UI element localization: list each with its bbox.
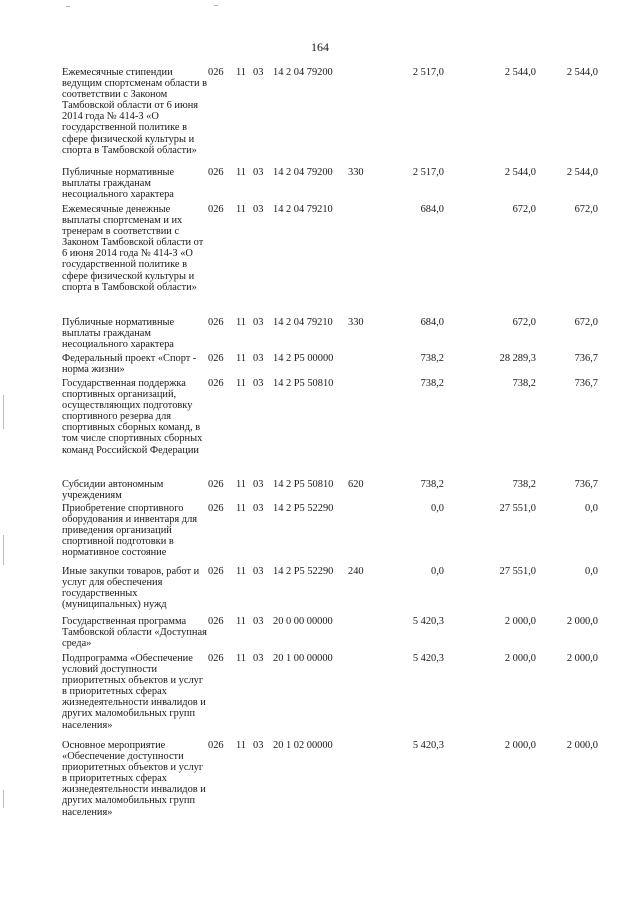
row-name: Ежемесячные стипендии ведущим спортсменам области в соответствии с Законом Тамбовской области от 6 июня 2014 года № 414-З «О государственной политике в сфере физической культуры и спорта в Тамбовской области» [62, 67, 208, 156]
row-rz: 11 [236, 566, 247, 577]
row-amount-1: 738,2 [420, 479, 444, 490]
row-pr: 03 [253, 317, 264, 328]
row-name: Иные закупки товаров, работ и услуг для обеспечения государственных (муниципальных) нужд [62, 566, 200, 611]
row-vr: 330 [348, 317, 364, 328]
row-name: Ежемесячные денежные выплаты спортсменам и их тренерам в соответствии с Законом Тамбовской области от 6 июня 2014 года № 414-З «О государственной политике в сфере физической культуры и спорта в Тамбовской области» [62, 204, 204, 293]
row-ved: 026 [208, 204, 224, 215]
row-csr: 20 1 02 00000 [273, 740, 333, 751]
row-rz: 11 [236, 353, 247, 364]
row-amount-3: 672,0 [574, 204, 598, 215]
scan-artifact [66, 6, 70, 7]
row-amount-2: 2 000,0 [504, 653, 536, 664]
row-amount-3: 0,0 [585, 503, 598, 514]
row-amount-3: 2 000,0 [566, 740, 598, 751]
row-amount-2: 2 000,0 [504, 616, 536, 627]
row-vr: 240 [348, 566, 364, 577]
row-vr: 620 [348, 479, 364, 490]
row-amount-3: 2 000,0 [566, 653, 598, 664]
row-csr: 14 2 04 79210 [273, 317, 333, 328]
row-ved: 026 [208, 653, 224, 664]
row-pr: 03 [253, 67, 264, 78]
row-rz: 11 [236, 317, 247, 328]
row-rz: 11 [236, 503, 247, 514]
row-pr: 03 [253, 653, 264, 664]
row-amount-3: 0,0 [585, 566, 598, 577]
row-ved: 026 [208, 566, 224, 577]
row-rz: 11 [236, 167, 247, 178]
row-amount-1: 5 420,3 [412, 740, 444, 751]
row-name: Государственная поддержка спортивных организаций, осуществляющих подготовку спортивного резерва для спортивных сборных команд, в том числе спортивных сборных команд Российской Федерации [62, 378, 203, 456]
row-pr: 03 [253, 353, 264, 364]
row-amount-2: 2 544,0 [504, 67, 536, 78]
scan-artifact [3, 395, 4, 429]
row-csr: 14 2 P5 52290 [273, 566, 334, 577]
row-amount-2: 672,0 [512, 204, 536, 215]
row-amount-1: 738,2 [420, 353, 444, 364]
row-name: Приобретение спортивного оборудования и инвентаря для приведения организаций спортивной подготовки в нормативное состояние [62, 503, 198, 559]
row-pr: 03 [253, 616, 264, 627]
row-csr: 14 2 04 79210 [273, 204, 333, 215]
row-ved: 026 [208, 353, 224, 364]
row-amount-2: 672,0 [512, 317, 536, 328]
row-amount-3: 736,7 [574, 479, 598, 490]
row-amount-1: 2 517,0 [412, 167, 444, 178]
row-rz: 11 [236, 479, 247, 490]
scan-artifact [3, 535, 4, 565]
row-amount-3: 2 000,0 [566, 616, 598, 627]
row-name: Субсидии автономным учреждениям [62, 479, 164, 502]
row-name: Публичные нормативные выплаты гражданам несоциального характера [62, 167, 175, 201]
row-amount-3: 736,7 [574, 378, 598, 389]
row-ved: 026 [208, 479, 224, 490]
row-pr: 03 [253, 479, 264, 490]
row-name: Публичные нормативные выплаты гражданам несоциального характера [62, 317, 175, 351]
row-amount-1: 5 420,3 [412, 653, 444, 664]
row-pr: 03 [253, 167, 264, 178]
row-amount-1: 684,0 [420, 204, 444, 215]
row-amount-2: 2 000,0 [504, 740, 536, 751]
row-amount-1: 738,2 [420, 378, 444, 389]
row-amount-1: 0,0 [431, 566, 444, 577]
row-ved: 026 [208, 67, 224, 78]
row-pr: 03 [253, 378, 264, 389]
row-amount-1: 2 517,0 [412, 67, 444, 78]
row-csr: 20 1 00 00000 [273, 653, 333, 664]
row-pr: 03 [253, 503, 264, 514]
row-rz: 11 [236, 378, 247, 389]
row-ved: 026 [208, 317, 224, 328]
row-rz: 11 [236, 653, 247, 664]
row-name: Государственная программа Тамбовской области «Доступная среда» [62, 616, 207, 650]
row-amount-3: 672,0 [574, 317, 598, 328]
row-name: Федеральный проект «Спорт - норма жизни» [62, 353, 197, 376]
row-rz: 11 [236, 204, 247, 215]
page-number: 164 [311, 40, 329, 54]
row-pr: 03 [253, 740, 264, 751]
row-ved: 026 [208, 167, 224, 178]
row-csr: 20 0 00 00000 [273, 616, 333, 627]
row-amount-2: 27 551,0 [499, 503, 536, 514]
row-amount-2: 738,2 [512, 378, 536, 389]
row-csr: 14 2 P5 50810 [273, 479, 334, 490]
row-amount-1: 5 420,3 [412, 616, 444, 627]
row-amount-2: 28 289,3 [499, 353, 536, 364]
row-amount-2: 738,2 [512, 479, 536, 490]
row-ved: 026 [208, 503, 224, 514]
row-vr: 330 [348, 167, 364, 178]
row-csr: 14 2 P5 52290 [273, 503, 334, 514]
row-rz: 11 [236, 616, 247, 627]
row-ved: 026 [208, 740, 224, 751]
row-amount-1: 0,0 [431, 503, 444, 514]
scan-artifact [214, 5, 218, 6]
row-ved: 026 [208, 378, 224, 389]
row-csr: 14 2 04 79200 [273, 167, 333, 178]
row-csr: 14 2 P5 50810 [273, 378, 334, 389]
row-amount-2: 27 551,0 [499, 566, 536, 577]
row-amount-2: 2 544,0 [504, 167, 536, 178]
row-pr: 03 [253, 566, 264, 577]
row-rz: 11 [236, 740, 247, 751]
row-csr: 14 2 04 79200 [273, 67, 333, 78]
row-name: Подпрограмма «Обеспечение условий доступности приоритетных объектов и услуг в приоритетных сферах жизнедеятельности инвалидов и других маломобильных групп населения» [62, 653, 206, 731]
row-name: Основное мероприятие «Обеспечение доступности приоритетных объектов и услуг в приоритетных сферах жизнедеятельности инвалидов и других маломобильных групп населения» [62, 740, 206, 818]
row-ved: 026 [208, 616, 224, 627]
row-amount-3: 2 544,0 [566, 167, 598, 178]
scan-artifact [3, 790, 4, 808]
row-pr: 03 [253, 204, 264, 215]
row-amount-3: 2 544,0 [566, 67, 598, 78]
row-rz: 11 [236, 67, 247, 78]
row-amount-1: 684,0 [420, 317, 444, 328]
row-csr: 14 2 P5 00000 [273, 353, 334, 364]
row-amount-3: 736,7 [574, 353, 598, 364]
